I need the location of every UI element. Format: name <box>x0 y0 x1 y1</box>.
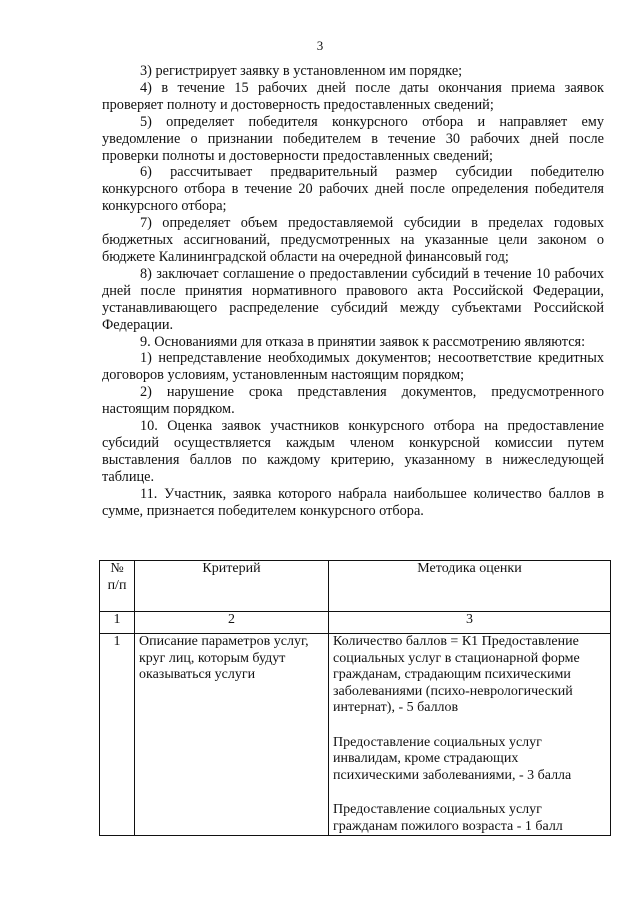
header-criterion: Критерий <box>135 561 329 612</box>
page-number: 3 <box>316 38 324 53</box>
column-number-2: 2 <box>135 612 329 634</box>
table-row <box>100 634 611 836</box>
row-number: 1 <box>100 634 135 836</box>
paragraph-clause-9: 9. Основаниями для отказа в принятии заявок к рассмотрению являются: <box>140 333 586 350</box>
method-block: Предоставление социальных услуг инвалидам, кроме страдающих психическими заболеваниями, - 3 балла <box>333 734 572 783</box>
paragraph-item-5: 5) определяет победителя конкурсного отбора и направляет ему уведомление о признании победителем в течение 30 рабочих дней после проверки полноты и достоверности предоставленных сведений; <box>102 113 604 164</box>
row-criterion: Описание параметров услуг, круг лиц, которым будут оказываться услуги <box>135 634 329 836</box>
method-block: Количество баллов = К1 Предоставление социальных услуг в стационарной форме гражданам, страдающим психическими заболеваниями (психо-неврологический интернат), - 5 баллов <box>333 634 580 715</box>
paragraph-clause-11: 11. Участник, заявка которого набрала наибольшее количество баллов в сумме, признается победителем конкурсного отбора. <box>102 485 604 519</box>
paragraph-item-3: 3) регистрирует заявку в установленном им порядке; <box>140 63 463 79</box>
table-header-row <box>100 561 611 612</box>
column-number-3: 3 <box>329 612 611 634</box>
header-number: № п/п <box>100 561 135 612</box>
column-number-1: 1 <box>100 612 135 634</box>
method-block: Предоставление социальных услуг гражданам пожилого возраста - 1 балл <box>333 802 563 834</box>
paragraph-clause-10: 10. Оценка заявок участников конкурсного отбора на предоставление субсидий осуществляется каждым членом конкурсной комиссии путем выставления баллов по каждому критерию, указанному в нижеследующей таблице. <box>102 418 604 485</box>
column-number-row <box>100 612 611 634</box>
paragraph-refusal-2: 2) нарушение срока представления документов, предусмотренного настоящим порядком. <box>102 384 604 418</box>
paragraph-item-4: 4) в течение 15 рабочих дней после даты окончания приема заявок проверяет полноту и достоверность предоставленных сведений; <box>102 79 604 113</box>
criteria-table <box>99 560 611 836</box>
paragraph-item-7: 7) определяет объем предоставляемой субсидии в пределах годовых бюджетных ассигнований, предусмотренных на указанные цели законом о бюджете Калининградской области на очередной финансовый год; <box>102 215 604 265</box>
document-body <box>102 63 604 519</box>
paragraph-item-8: 8) заключает соглашение о предоставлении субсидий в течение 10 рабочих дней после принятия нормативного правового акта Российской Федерации, устанавливающего распределение субсидий между субъектами Российской Федерации. <box>102 265 604 333</box>
paragraph-refusal-1: 1) непредставление необходимых документов; несоответствие кредитных договоров условиям, установленным настоящим порядком; <box>102 350 604 384</box>
row-method <box>329 634 611 836</box>
paragraph-item-6: 6) рассчитывает предварительный размер субсидии победителю конкурсного отбора в течение 20 рабочих дней после определения победителя конкурсного отбора; <box>102 164 604 215</box>
header-method: Методика оценки <box>329 561 611 612</box>
